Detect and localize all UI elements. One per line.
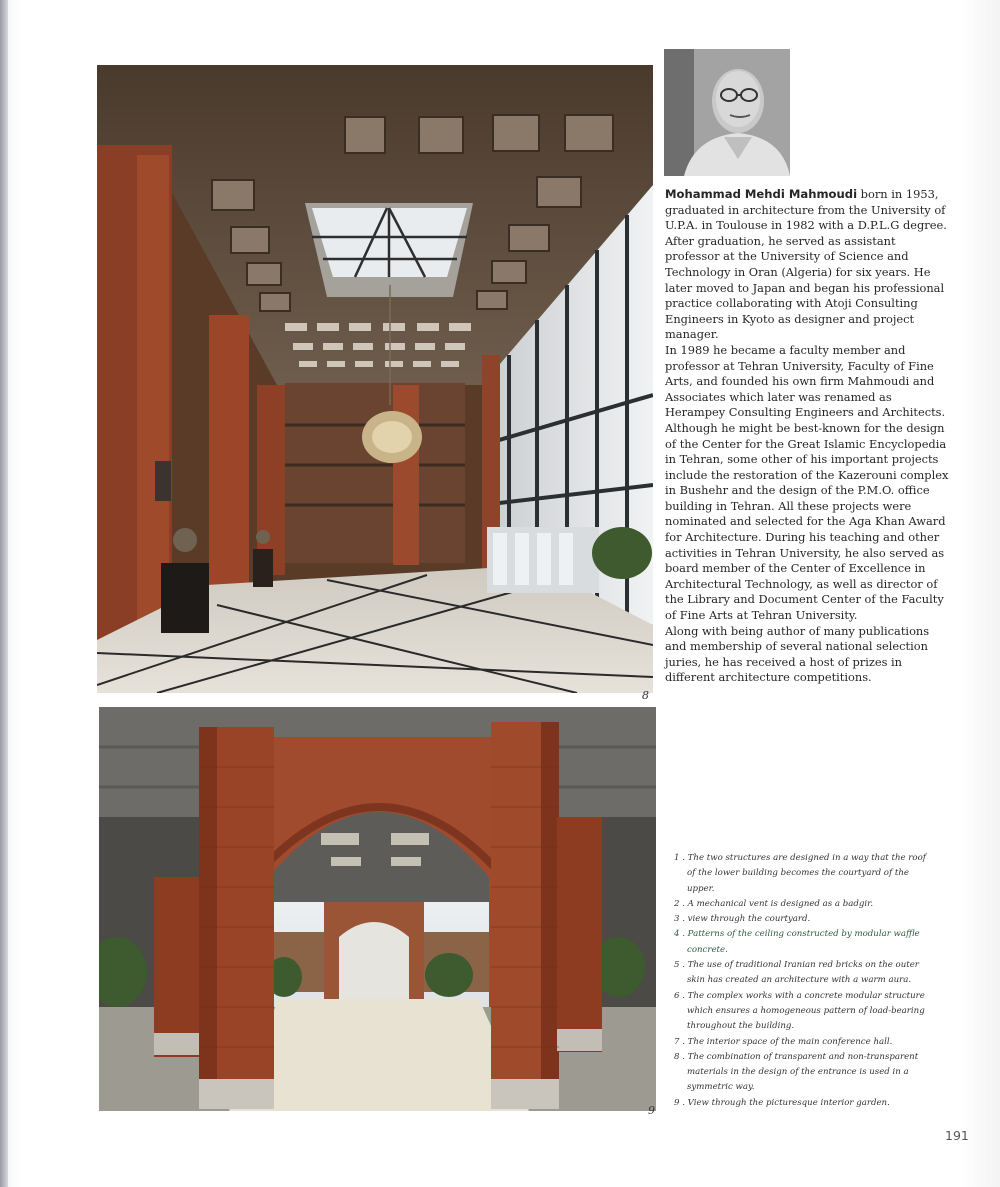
caption-item: 6 . The complex works with a concrete modular structure which ensures a homogeneous pattern of load-bearing throughout the building. xyxy=(674,990,925,1032)
architect-portrait-photo xyxy=(664,49,790,176)
bio-paragraph: Along with being author of many publications and membership of several national selection juries, he has received a host of prizes in different architecture competitions. xyxy=(665,623,930,685)
figure-number: 8 xyxy=(642,689,649,702)
page-number: 191 xyxy=(945,1128,969,1143)
caption-item: 8 . The combination of transparent and non-transparent materials in the design of the entrance is used in a symmetric way. xyxy=(674,1051,919,1093)
bio-paragraph xyxy=(665,187,950,343)
book-spine-shadow xyxy=(0,0,8,1187)
caption-item: 1 . The two structures are designed in a way that the roof of the lower building becomes the courtyard of the upper. xyxy=(674,853,926,894)
courtyard-arches-photo xyxy=(99,707,656,1111)
caption-item: 9 . View through the picturesque interior garden. xyxy=(674,1097,890,1108)
caption-item: 3 . view through the courtyard. xyxy=(674,914,811,925)
caption-item: 5 . The use of traditional Iranian red bricks on the outer skin has created an architecture with a warm aura. xyxy=(674,960,919,986)
architect-name: Mohammad Mehdi Mahmoudi xyxy=(665,187,858,201)
figure-number: 9 xyxy=(648,1104,655,1117)
caption-item: 2 . A mechanical vent is designed as a badgir. xyxy=(674,898,874,909)
architect-biography xyxy=(665,187,950,686)
bio-text: born in 1953, graduated in architecture from the University of U.P.A. in Toulouse in 1982 with a D.P.L.G degree. After graduation, he served as assistant professor at the University of Science and Technology in Oran (Algeria) for six years. He later moved to Japan and began his professional practice collaborating with Atoji Consulting Engineers in Kyoto as designer and project manager. xyxy=(665,187,947,342)
bio-paragraph: Although he might be best-known for the design of the Center for the Great Islamic Encyclopedia in Tehran, some other of his important projects include the restoration of the Kazerouni complex in Bushehr and the design of the P.M.O. office building in Tehran. All these projects were nominated and selected for the Aga Khan Award for Architecture. During his teaching and other activities in Tehran University, he also served as board member of the Center of Excellence in Architectural Technology, as well as director of the Library and Document Center of the Faculty of Fine Arts at Tehran University. xyxy=(665,420,949,623)
bio-paragraph: In 1989 he became a faculty member and professor at Tehran University, Faculty of Fine Arts, and founded his own firm Mahmoudi and Associates which later was renamed as Herampey Consulting Engineers and Architects. xyxy=(665,342,946,420)
figure-captions-list xyxy=(674,851,934,1111)
hall-interior-photo xyxy=(97,65,653,693)
caption-item: 4 . Patterns of the ceiling constructed by modular waffle concrete. xyxy=(674,929,920,955)
caption-item: 7 . The interior space of the main conference hall. xyxy=(674,1036,893,1047)
